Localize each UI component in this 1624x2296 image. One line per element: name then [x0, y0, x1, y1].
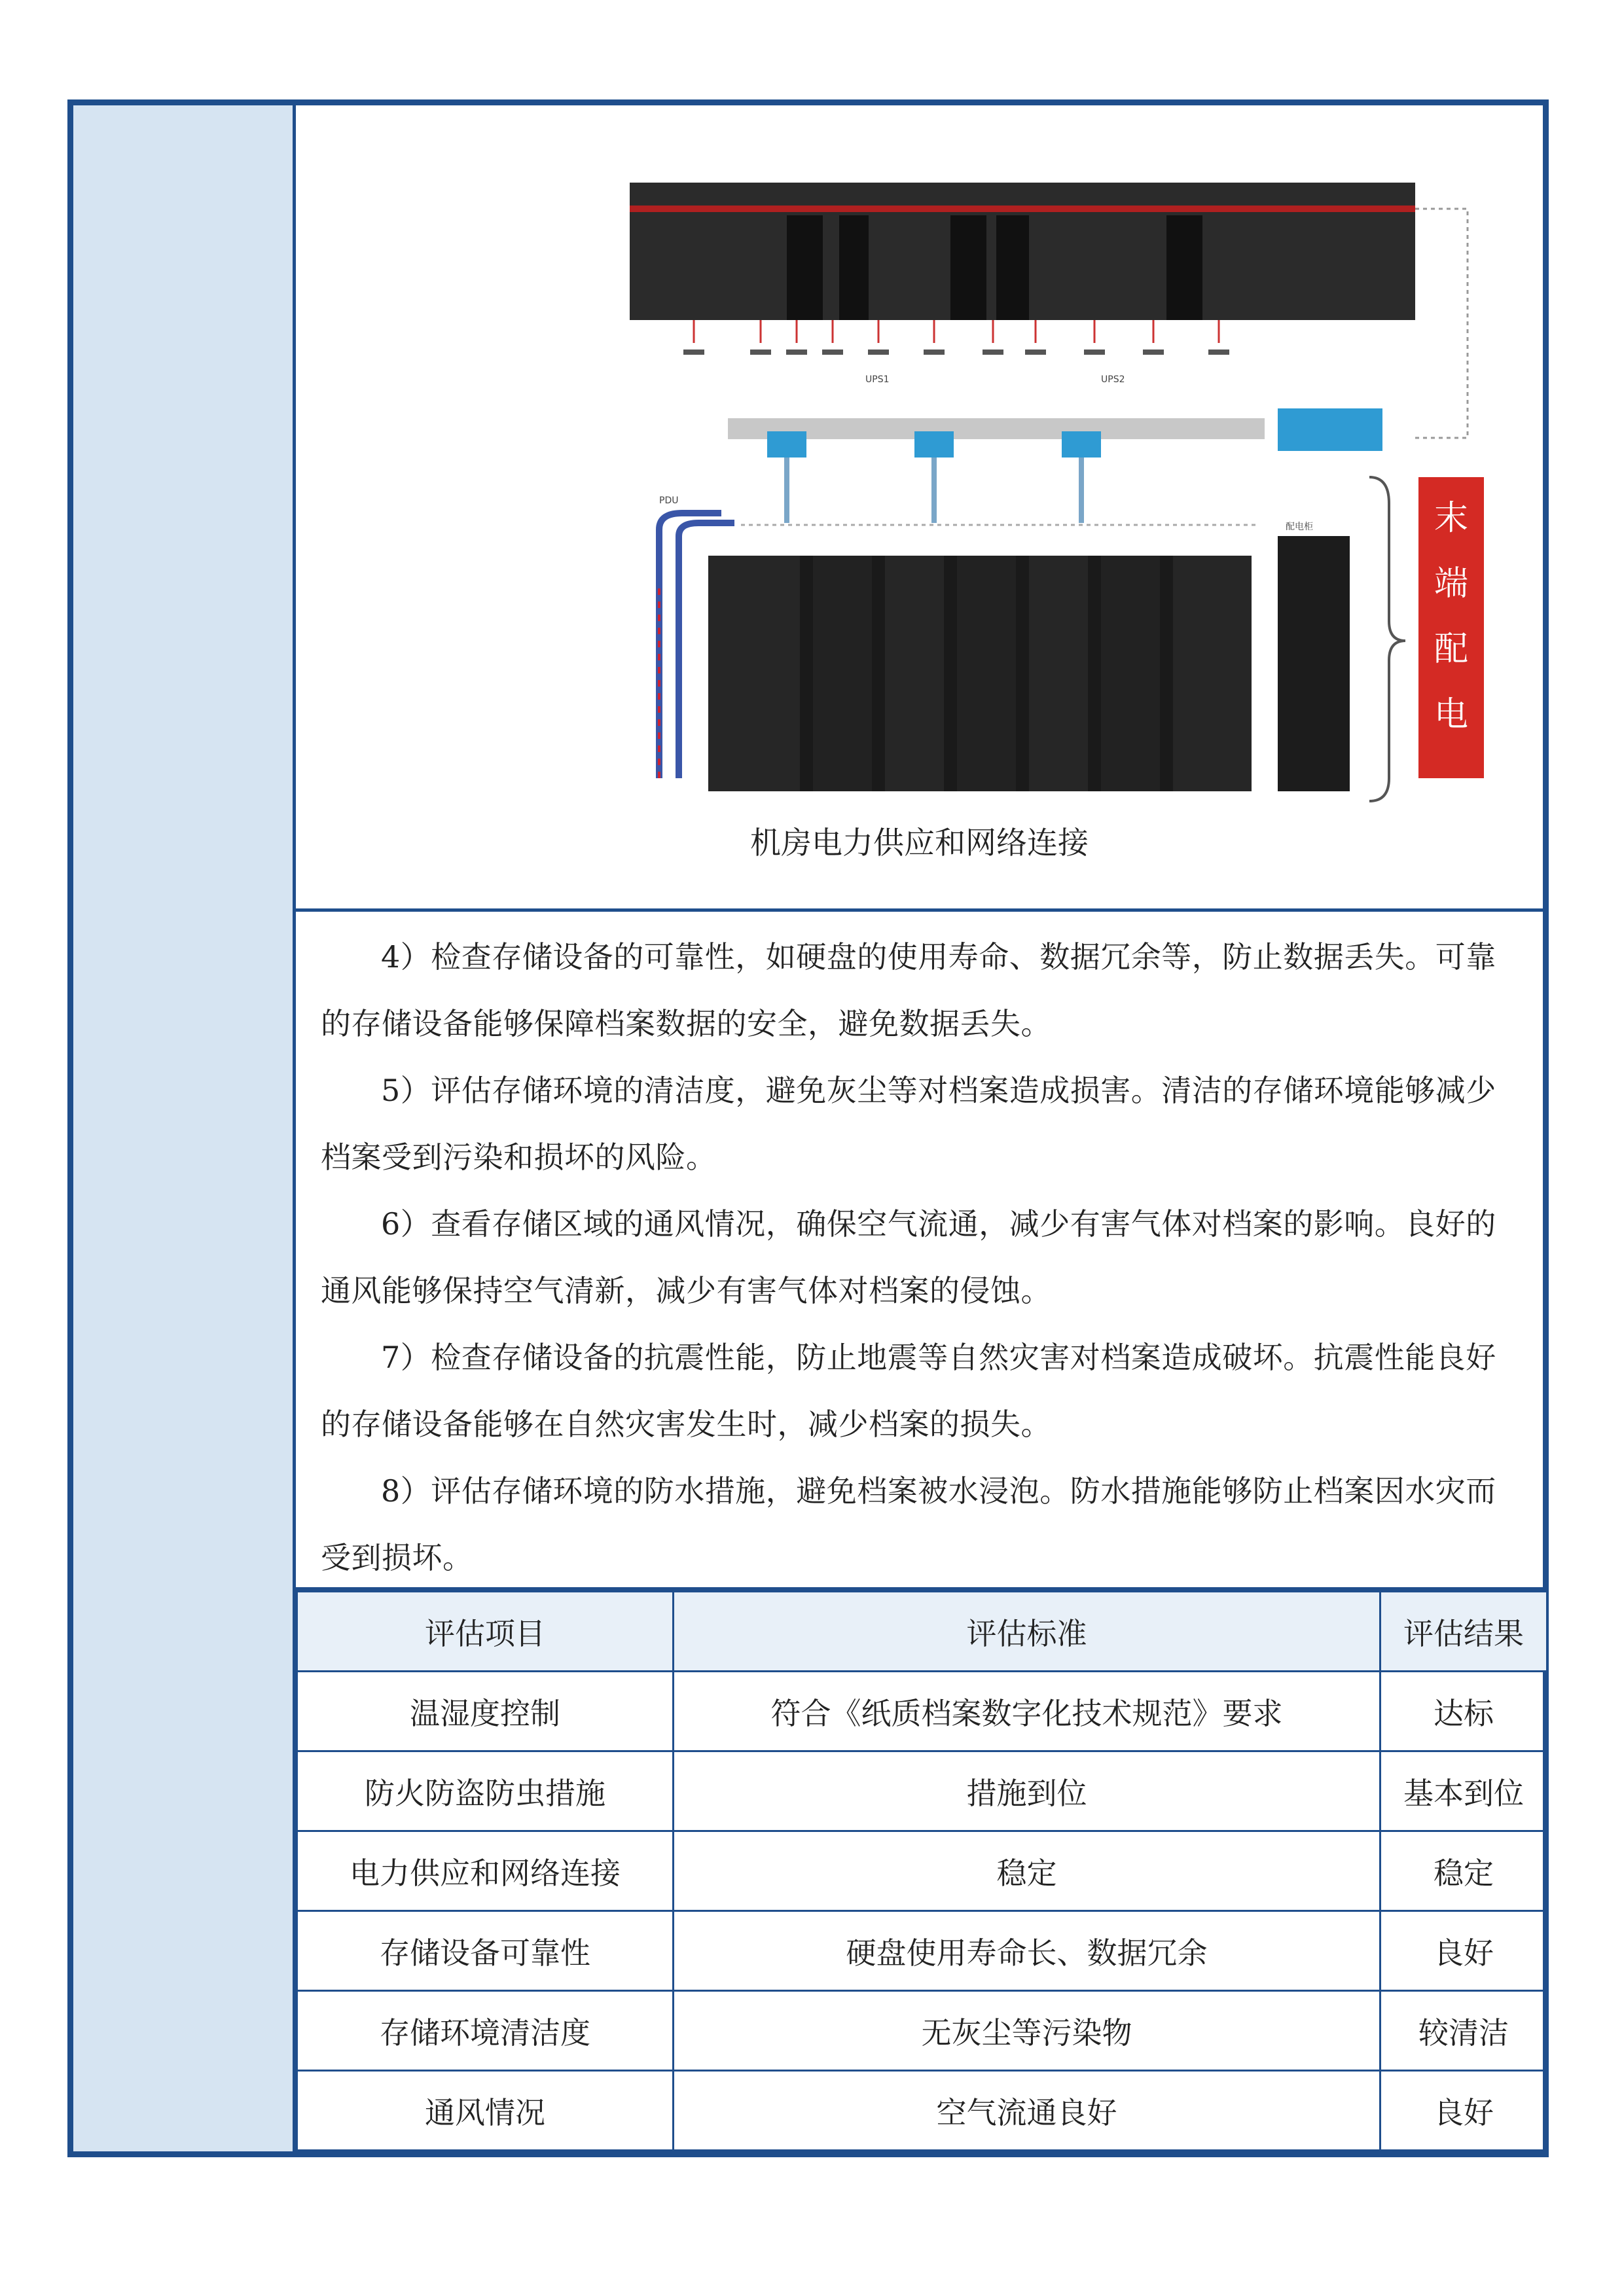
table-row [297, 1911, 1547, 1991]
table-cell-item: 防火防盗防虫措施 [297, 1751, 674, 1831]
table-cell-item: 存储环境清洁度 [297, 1991, 674, 2071]
side-label-char-4: 电 [1434, 695, 1469, 734]
table-row [297, 2071, 1547, 2151]
table-cell-standard: 稳定 [674, 1831, 1380, 1911]
diagram-tiny-label-ups2: UPS2 [1101, 374, 1125, 385]
power-network-diagram [446, 124, 1469, 811]
table-header-result: 评估结果 [1380, 1592, 1547, 1672]
diagram-tiny-label-pdu: PDU [659, 495, 679, 506]
table-row [297, 1672, 1547, 1751]
bracket [1369, 477, 1405, 801]
cabinet-label-marks [683, 350, 1229, 355]
table-row [297, 1751, 1547, 1831]
diagram-tiny-label-ups1: UPS1 [865, 374, 890, 385]
table-cell-result: 基本到位 [1380, 1751, 1547, 1831]
table-cell-item: 温湿度控制 [297, 1672, 674, 1751]
server-rack-row [708, 556, 1252, 791]
table-cell-standard: 空气流通良好 [674, 2071, 1380, 2151]
table-row [297, 1831, 1547, 1911]
dotted-connector [1415, 209, 1468, 438]
end-distribution-cabinet [1278, 536, 1350, 791]
cabinet-red-strip [630, 206, 1415, 212]
table-cell-result: 良好 [1380, 1911, 1547, 1991]
figure-caption: 机房电力供应和网络连接 [750, 825, 1089, 861]
table-cell-standard: 符合《纸质档案数字化技术规范》要求 [674, 1672, 1380, 1751]
table-row [297, 1991, 1547, 2071]
busway-monitor-box [1278, 408, 1382, 451]
table-cell-item: 电力供应和网络连接 [297, 1831, 674, 1911]
paragraph-8: 8）评估存储环境的防水措施，避免档案被水浸泡。防水措施能够防止档案因水灾而受到损坏。 [321, 1473, 1496, 1575]
side-label-char-2: 端 [1434, 564, 1469, 603]
table-header-row [297, 1592, 1547, 1672]
side-label-char-3: 配 [1434, 630, 1469, 669]
table-cell-item: 通风情况 [297, 2071, 674, 2151]
paragraph-5: 5）评估存储环境的清洁度，避免灰尘等对档案造成损害。清洁的存储环境能够减少档案受到污染和损坏的风险。 [321, 1073, 1496, 1175]
paragraph-4: 4）检查存储设备的可靠性，如硬盘的使用寿命、数据冗余等，防止数据丢失。可靠的存储设备能够保障档案数据的安全，避免数据丢失。 [321, 939, 1496, 1041]
figure-cell [296, 105, 1543, 912]
left-margin-column [73, 105, 296, 2151]
table-cell-standard: 无灰尘等污染物 [674, 1991, 1380, 2071]
table-cell-result: 良好 [1380, 2071, 1547, 2151]
content-column [296, 105, 1543, 2151]
cabinet-drop-lines [694, 320, 1219, 343]
table-cell-result: 达标 [1380, 1672, 1547, 1751]
table-cell-standard: 措施到位 [674, 1751, 1380, 1831]
document-frame [67, 99, 1549, 2157]
table-header-item: 评估项目 [297, 1592, 674, 1672]
table-header-standard: 评估标准 [674, 1592, 1380, 1672]
text-cell [296, 912, 1543, 1590]
assessment-table [296, 1590, 1543, 2151]
paragraph-7: 7）检查存储设备的抗震性能，防止地震等自然灾害对档案造成破坏。抗震性能良好的存储设备能够在自然灾害发生时，减少档案的损失。 [321, 1340, 1496, 1442]
busway-drop-cables [787, 457, 1081, 523]
paragraph-6: 6）查看存储区域的通风情况，确保空气流通，减少有害气体对档案的影响。良好的通风能够保持空气清新，减少有害气体对档案的侵蚀。 [321, 1206, 1496, 1308]
table-cell-standard: 硬盘使用寿命长、数据冗余 [674, 1911, 1380, 1991]
diagram-tiny-label-cabinet: 配电柜 [1286, 522, 1313, 532]
table-cell-result: 稳定 [1380, 1831, 1547, 1911]
side-label-char-1: 末 [1434, 499, 1469, 538]
table-cell-item: 存储设备可靠性 [297, 1911, 674, 1991]
busway-bar [728, 418, 1265, 439]
table-cell-result: 较清洁 [1380, 1991, 1547, 2071]
